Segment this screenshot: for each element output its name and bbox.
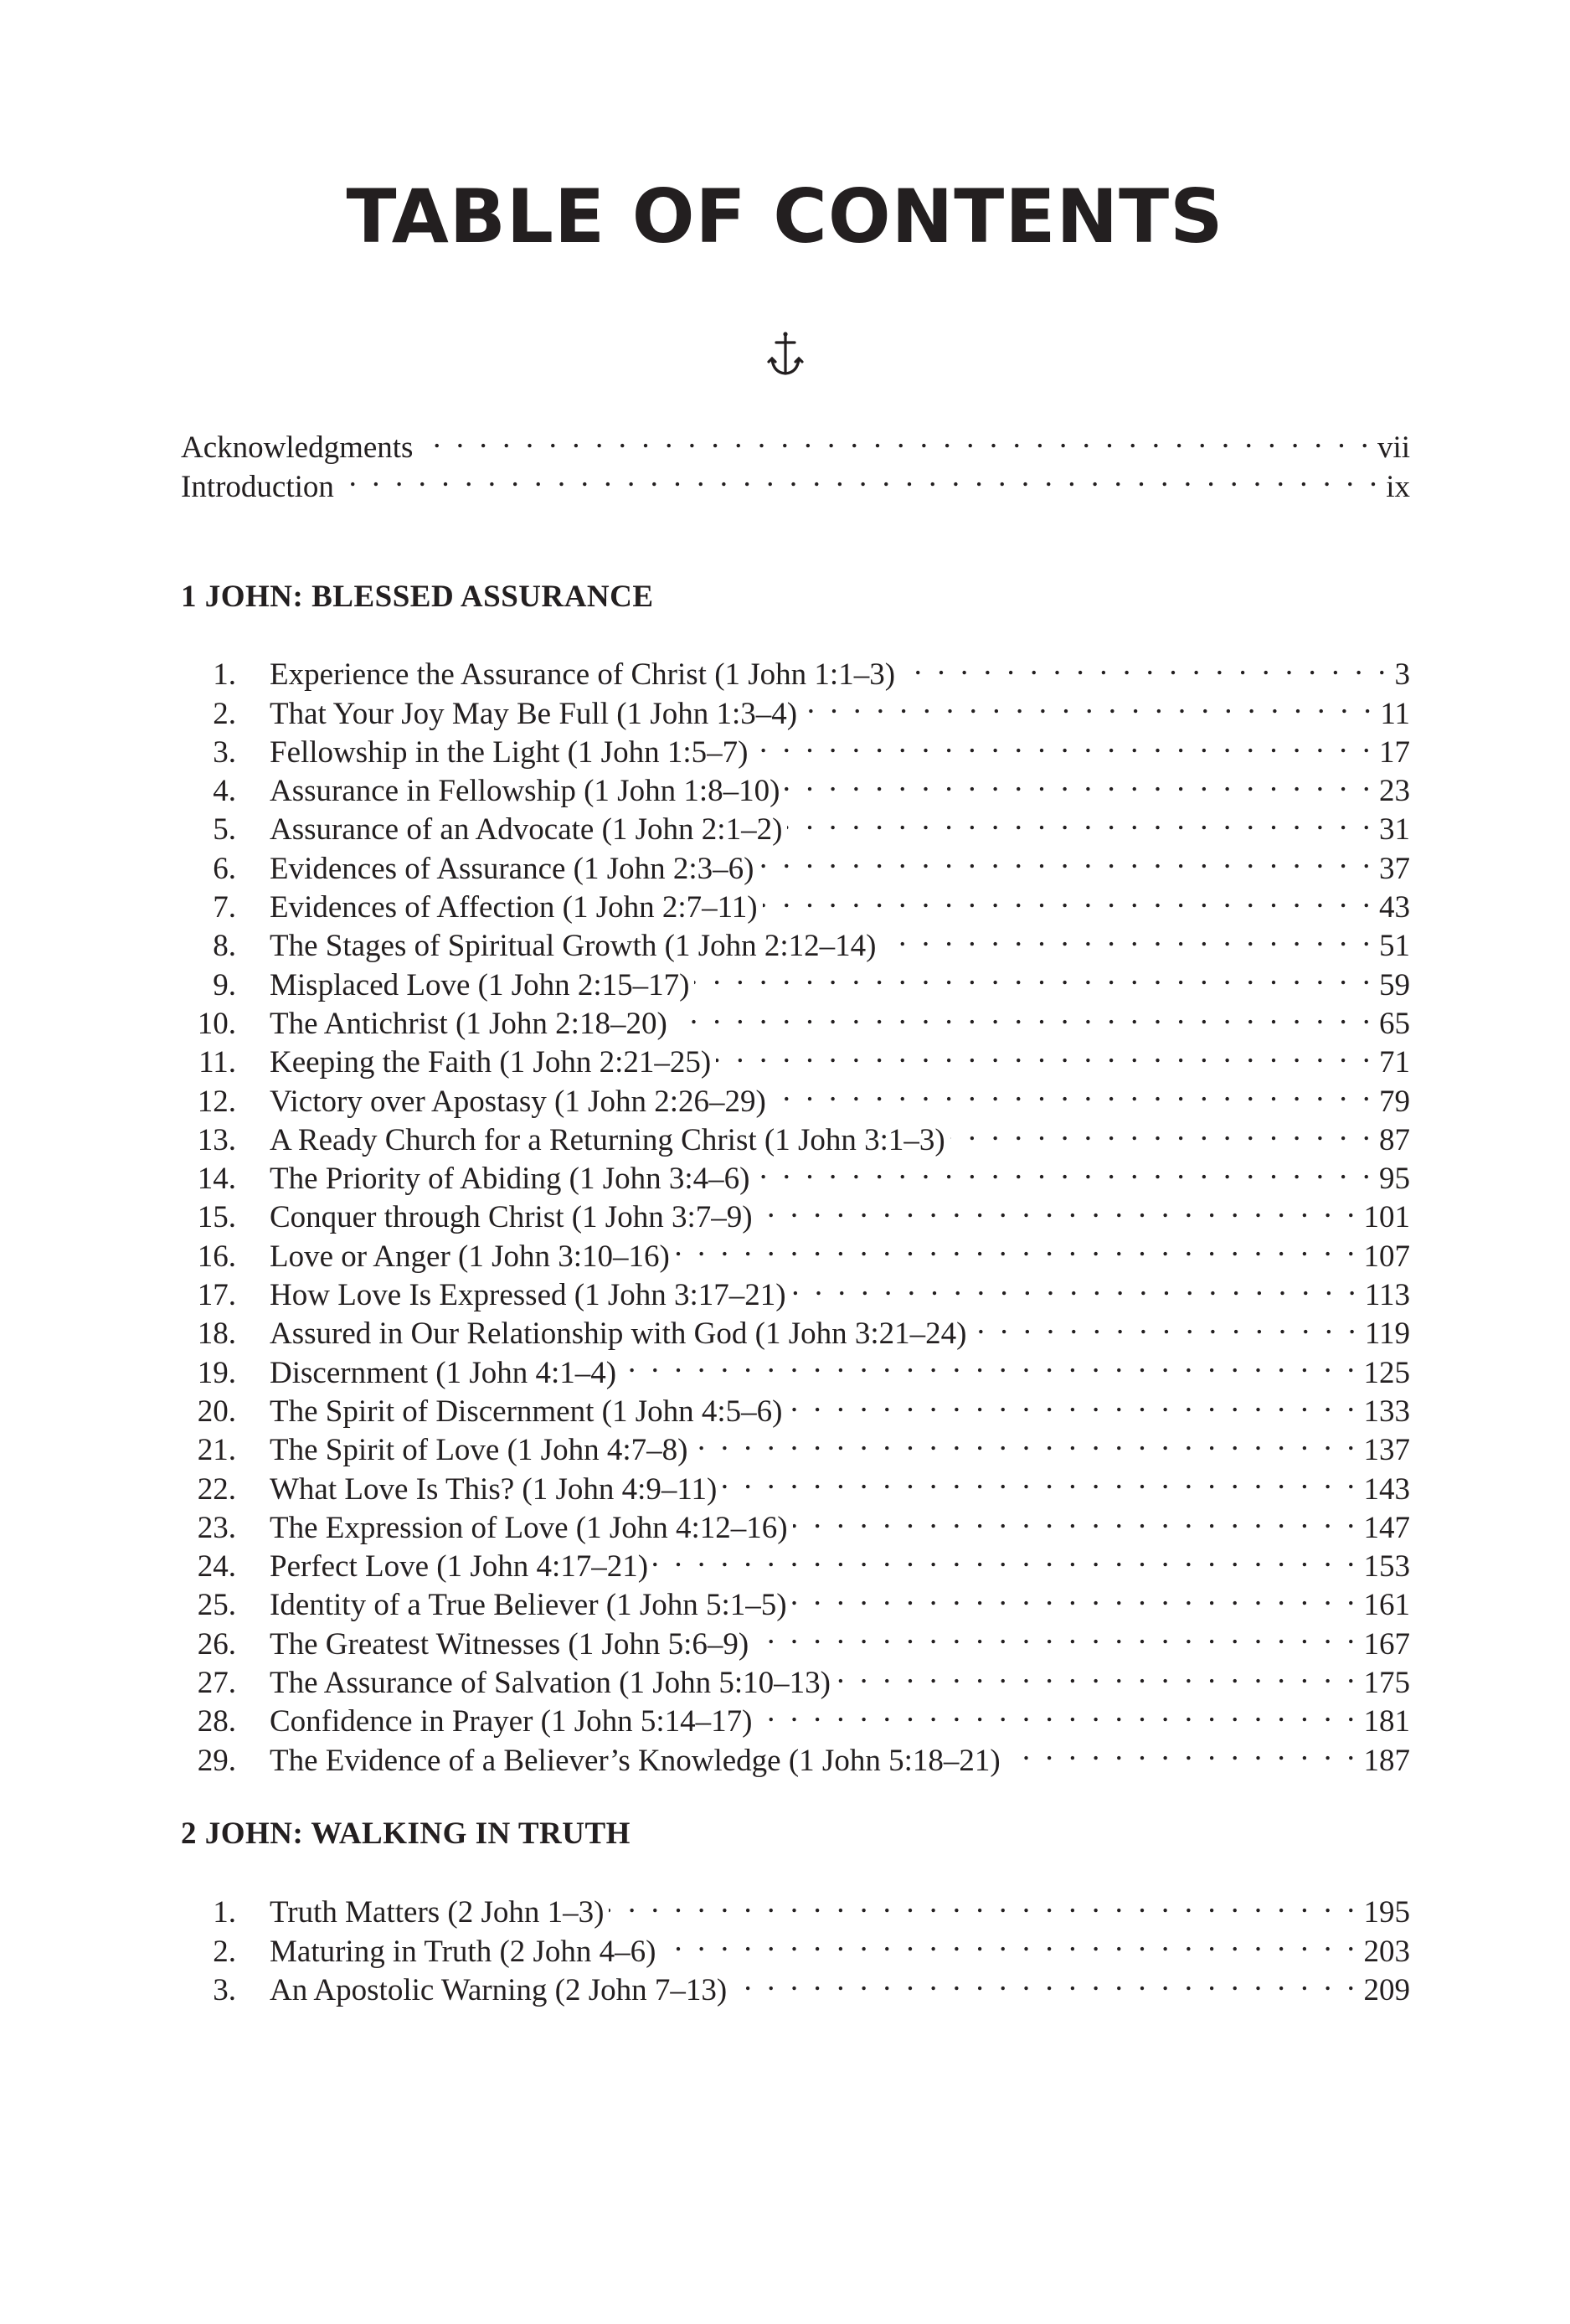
dot-leader [759, 839, 1374, 878]
entry-page: 23 [1379, 774, 1410, 809]
entry-number: 6. [213, 851, 236, 886]
entry-label: The Antichrist (1 John 2:18–20) [270, 1006, 667, 1041]
entry-label: Evidences of Assurance (1 John 2:3–6) [270, 851, 754, 886]
entry-label: Acknowledgments [181, 430, 414, 466]
entry-page: 187 [1363, 1743, 1410, 1778]
entry-page: 175 [1363, 1666, 1410, 1701]
entry-page: 65 [1379, 1006, 1410, 1041]
entry-number: 4. [213, 774, 236, 809]
entry-label: Truth Matters (2 John 1–3) [270, 1895, 605, 1930]
entry-page: 153 [1363, 1549, 1410, 1585]
entry-page: 125 [1363, 1355, 1410, 1390]
entry-label: Assurance in Fellowship (1 John 1:8–10) [270, 774, 780, 809]
dot-leader [716, 1033, 1374, 1072]
entry-label: Keeping the Faith (1 John 2:21–25) [270, 1045, 712, 1080]
dot-leader [757, 1693, 1358, 1731]
entry-number: 23. [197, 1510, 236, 1545]
dot-leader [785, 762, 1374, 801]
entry-label: The Stages of Spiritual Growth (1 John 2:12–14) [270, 929, 877, 964]
entry-page: 79 [1379, 1084, 1410, 1119]
entry-page: ix [1386, 469, 1410, 504]
dot-leader [791, 1266, 1360, 1305]
entry-page: 161 [1363, 1588, 1410, 1623]
dot-leader [900, 646, 1389, 684]
entry-number: 2. [213, 1934, 236, 1969]
dot-leader [672, 995, 1374, 1033]
entry-page: vii [1377, 430, 1410, 466]
entry-label: The Greatest Witnesses (1 John 5:6–9) [270, 1626, 749, 1662]
toc-entry[interactable] [181, 646, 1410, 693]
dot-leader [694, 956, 1374, 994]
dot-leader [763, 879, 1374, 917]
dot-leader [418, 419, 1372, 457]
entry-page: 209 [1363, 1972, 1410, 2007]
toc-entry-introduction[interactable] [181, 457, 1410, 504]
toc-entry-acknowledgments[interactable] [181, 419, 1410, 466]
dot-leader [971, 1305, 1359, 1343]
dot-leader [836, 1654, 1359, 1693]
entry-number: 28. [197, 1704, 236, 1739]
dot-leader [882, 917, 1375, 956]
dot-leader [787, 1383, 1358, 1421]
section-heading-1-john: 1 JOHN: BLESSED ASSURANCE [181, 580, 654, 614]
entry-label: Assurance of an Advocate (1 John 2:1–2) [270, 812, 783, 848]
dot-leader [339, 457, 1381, 496]
entry-number: 17. [197, 1278, 236, 1313]
dot-leader [793, 1499, 1359, 1538]
entry-number: 3. [213, 734, 236, 770]
entry-number: 8. [213, 929, 236, 964]
entry-page: 95 [1379, 1162, 1410, 1197]
entry-label: An Apostolic Warning (2 John 7–13) [270, 1972, 728, 2007]
entry-label: The Spirit of Love (1 John 4:7–8) [270, 1433, 688, 1468]
entry-number: 12. [197, 1084, 236, 1119]
dot-leader [732, 1961, 1358, 2000]
entry-label: That Your Joy May Be Full (1 John 1:3–4) [270, 696, 798, 731]
entry-number: 25. [197, 1588, 236, 1623]
entry-number: 29. [197, 1743, 236, 1778]
entry-page: 101 [1363, 1200, 1410, 1235]
entry-label: The Spirit of Discernment (1 John 4:5–6) [270, 1394, 783, 1429]
entry-label: Discernment (1 John 4:1–4) [270, 1355, 617, 1390]
entry-label: Conquer through Christ (1 John 3:7–9) [270, 1200, 753, 1235]
dot-leader [771, 1072, 1374, 1110]
dot-leader [675, 1227, 1359, 1265]
entry-page: 195 [1363, 1895, 1410, 1930]
section-heading-2-john: 2 JOHN: WALKING IN TRUTH [181, 1816, 631, 1851]
entry-page: 143 [1363, 1471, 1410, 1507]
entry-page: 31 [1379, 812, 1410, 848]
entry-number: 9. [213, 967, 236, 1002]
dot-leader [802, 684, 1375, 723]
entry-page: 137 [1363, 1433, 1410, 1468]
entry-label: The Expression of Love (1 John 4:12–16) [270, 1510, 788, 1545]
entry-number: 16. [197, 1239, 236, 1274]
entry-label: Fellowship in the Light (1 John 1:5–7) [270, 734, 749, 770]
entry-page: 37 [1379, 851, 1410, 886]
entry-page: 43 [1379, 890, 1410, 925]
dot-leader [792, 1576, 1359, 1615]
entry-label: The Assurance of Salvation (1 John 5:10–13) [270, 1666, 831, 1701]
dot-leader [722, 1460, 1358, 1498]
entry-number: 24. [197, 1549, 236, 1585]
entry-label: Introduction [181, 469, 334, 504]
entry-page: 11 [1380, 696, 1410, 731]
entry-number: 20. [197, 1394, 236, 1429]
entry-number: 22. [197, 1471, 236, 1507]
section-2-john-list [181, 1883, 1410, 2007]
entry-page: 71 [1379, 1045, 1410, 1080]
dot-leader [609, 1883, 1358, 1922]
dot-leader [753, 724, 1374, 762]
entry-number: 10. [197, 1006, 236, 1041]
section-1-john-list [181, 646, 1410, 1778]
dot-leader [950, 1111, 1374, 1150]
dot-leader [1006, 1731, 1359, 1770]
entry-label: The Evidence of a Believer’s Knowledge (1 John 5:18–21) [270, 1743, 1001, 1778]
entry-number: 15. [197, 1200, 236, 1235]
dot-leader [754, 1615, 1358, 1653]
entry-page: 17 [1379, 734, 1410, 770]
anchor-cross-icon [754, 331, 817, 378]
entry-label: How Love Is Expressed (1 John 3:17–21) [270, 1278, 786, 1313]
dot-leader [692, 1421, 1358, 1460]
entry-number: 11. [198, 1045, 236, 1080]
entry-number: 7. [213, 890, 236, 925]
entry-page: 119 [1364, 1317, 1410, 1352]
entry-number: 3. [213, 1972, 236, 2007]
entry-label: Love or Anger (1 John 3:10–16) [270, 1239, 670, 1274]
entry-label: Victory over Apostasy (1 John 2:26–29) [270, 1084, 766, 1119]
entry-number: 27. [197, 1666, 236, 1701]
entry-page: 147 [1363, 1510, 1410, 1545]
dot-leader [787, 801, 1374, 839]
entry-label: Identity of a True Believer (1 John 5:1–5) [270, 1588, 787, 1623]
entry-number: 26. [197, 1626, 236, 1662]
entry-label: Confidence in Prayer (1 John 5:14–17) [270, 1704, 753, 1739]
entry-page: 113 [1364, 1278, 1410, 1313]
entry-page: 133 [1363, 1394, 1410, 1429]
page-title: TABLE OF CONTENTS [346, 173, 1224, 260]
entry-page: 3 [1394, 657, 1410, 693]
entry-label: Experience the Assurance of Christ (1 John 1:1–3) [270, 657, 896, 693]
entry-label: Misplaced Love (1 John 2:15–17) [270, 967, 690, 1002]
entry-label: The Priority of Abiding (1 John 3:4–6) [270, 1162, 750, 1197]
entry-page: 107 [1363, 1239, 1410, 1274]
entry-number: 1. [213, 657, 236, 693]
entry-page: 87 [1379, 1122, 1410, 1157]
entry-number: 21. [197, 1433, 236, 1468]
dot-leader [621, 1343, 1358, 1382]
entry-label: A Ready Church for a Returning Christ (1 John 3:1–3) [270, 1122, 945, 1157]
entry-number: 5. [213, 812, 236, 848]
dot-leader [754, 1150, 1374, 1188]
entry-page: 167 [1363, 1626, 1410, 1662]
entry-number: 13. [197, 1122, 236, 1157]
entry-page: 59 [1379, 967, 1410, 1002]
entry-number: 19. [197, 1355, 236, 1390]
entry-label: Evidences of Affection (1 John 2:7–11) [270, 890, 758, 925]
entry-label: Assured in Our Relationship with God (1 John 3:21–24) [270, 1317, 967, 1352]
entry-label: Perfect Love (1 John 4:17–21) [270, 1549, 649, 1585]
dot-leader [661, 1922, 1359, 1961]
entry-page: 203 [1363, 1934, 1410, 1969]
entry-number: 2. [213, 696, 236, 731]
toc-entry[interactable] [181, 1883, 1410, 1930]
front-matter-list [181, 419, 1410, 504]
entry-number: 18. [197, 1317, 236, 1352]
entry-number: 14. [197, 1162, 236, 1197]
entry-page: 181 [1363, 1704, 1410, 1739]
entry-label: Maturing in Truth (2 John 4–6) [270, 1934, 656, 1969]
entry-number: 1. [213, 1895, 236, 1930]
dot-leader [653, 1538, 1358, 1576]
entry-label: What Love Is This? (1 John 4:9–11) [270, 1471, 718, 1507]
dot-leader [758, 1188, 1359, 1227]
entry-page: 51 [1379, 929, 1410, 964]
